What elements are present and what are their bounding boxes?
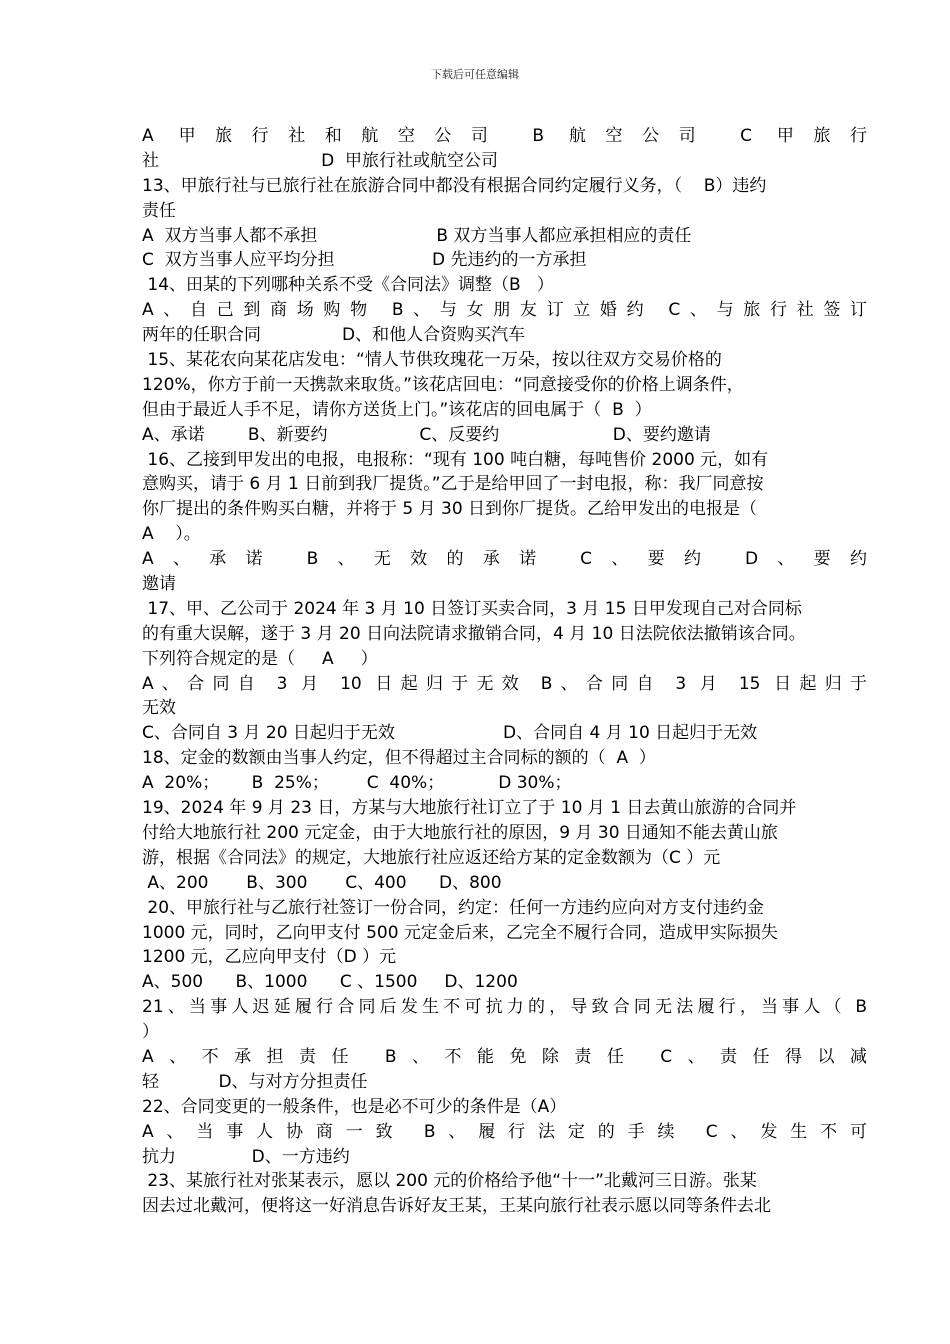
text-line: 两年的任职合同 D、和他人合资购买汽车 (142, 325, 526, 346)
text-line: 120%，你方于前一天携款来取货。”该花店回电：“同意接受你的价格上调条件， (142, 374, 744, 395)
text-line: ） (142, 1022, 159, 1043)
text-line: 22、合同变更的一般条件，也是必不可少的条件是（A） (142, 1096, 567, 1117)
text-line: 无效 (142, 698, 176, 719)
text-line: 意购买，请于 6 月 1 日前到我厂提货。”乙于是给甲回了一封电报，称：我厂同意按 (142, 474, 764, 495)
text-line: 轻 D、与对方分担责任 (142, 1071, 368, 1092)
text-line: 13、甲旅行社与已旅行社在旅游合同中都没有根据合同约定履行义务，（ B）违约 (142, 175, 767, 196)
text-line: 17、甲、乙公司于 2024 年 3 月 10 日签订买卖合同，3 月 15 日甲发现自己对合同标 (142, 598, 802, 619)
text-line: 付给大地旅行社 200 元定金，由于大地旅行社的原因，9 月 30 日通知不能去黄山旅 (142, 822, 778, 843)
text-line: 社 D 甲旅行社或航空公司 (142, 150, 499, 171)
text-line: 因去过北戴河，便将这一好消息告诉好友王某，王某向旅行社表示愿以同等条件去北 (142, 1196, 771, 1217)
text-line: 你厂提出的条件购买白糖，并将于 5 月 30 日到你厂提货。乙给甲发出的电报是（ (142, 499, 758, 520)
text-line: A 双方当事人都不承担 B 双方当事人都应承担相应的责任 (142, 225, 692, 246)
text-line: 14、田某的下列哪种关系不受《合同法》调整（B ） (142, 275, 554, 296)
text-line: A、200 B、300 C、400 D、800 (142, 872, 502, 893)
text-line: A、500 B、1000 C 、1500 D、1200 (142, 972, 518, 993)
text-line: 15、某花农向某花店发电：“情人节供玫瑰花一万朵，按以往双方交易价格的 (142, 350, 722, 371)
text-line: A、承诺 B、无效的承诺 C、要约 D、要约 (142, 549, 867, 570)
text-line: A、不承担责任 B、不能免除责任 C、责任得以减 (142, 1046, 867, 1067)
text-line: 1000 元，同时，乙向甲支付 500 元定金后来，乙完全不履行合同，造成甲实际损失 (142, 922, 778, 943)
text-line: A、自己到商场购物 B、与女朋友订立婚约 C、与旅行社签订 (142, 300, 867, 321)
text-line: 21、当事人迟延履行合同后发生不可抗力的，导致合同无法履行，当事人（ B (142, 997, 867, 1018)
text-line: 16、乙接到甲发出的电报，电报称：“现有 100 吨白糖，每吨售价 2000 元，如有 (142, 449, 769, 470)
text-line: A、承诺 B、新要约 C、反要约 D、要约邀请 (142, 424, 711, 445)
text-line: A、合同自 3 月 10 日起归于无效 B、合同自 3 月 15 日起归于 (142, 673, 867, 694)
text-line: 的有重大误解，遂于 3 月 20 日向法院请求撤销合同，4 月 10 日法院依法撤销该合同。 (142, 623, 806, 644)
text-line: 但由于最近人手不足，请你方送货上门。”该花店的回电属于（ B ） (142, 399, 652, 420)
text-line: 1200 元，乙应向甲支付（D ）元 (142, 947, 397, 968)
text-line: 23、某旅行社对张某表示，愿以 200 元的价格给予他“十一”北戴河三日游。张某 (142, 1171, 757, 1192)
text-line: C、合同自 3 月 20 日起归于无效 D、合同自 4 月 10 日起归于无效 (142, 723, 758, 744)
text-line: 20、甲旅行社与乙旅行社签订一份合同，约定：任何一方违约应向对方支付违约金 (142, 897, 765, 918)
text-line: C 双方当事人应平均分担 D 先违约的一方承担 (142, 250, 587, 271)
document-body (142, 124, 867, 1219)
text-line: 18、定金的数额由当事人约定，但不得超过主合同标的额的（ A ） (142, 748, 656, 769)
text-line: A ）。 (142, 524, 201, 545)
page-header: 下载后可任意编辑 (431, 68, 519, 81)
text-line: A、当事人协商一致 B、履行法定的手续 C、发生不可 (142, 1121, 867, 1142)
text-line: 责任 (142, 200, 176, 221)
text-line: 邀请 (142, 574, 176, 595)
text-line: 19、2024 年 9 月 23 日，方某与大地旅行社订立了于 10 月 1 日去黄山旅游的合同并 (142, 798, 797, 819)
text-line: 游，根据《合同法》的规定，大地旅行社应返还给方某的定金数额为（C ）元 (142, 847, 721, 868)
text-line: 下列符合规定的是（ A ） (142, 648, 378, 669)
text-line: 抗力 D、一方违约 (142, 1146, 350, 1167)
text-line: A 20%； B 25%； C 40%； D 30%； (142, 773, 572, 794)
text-line: A 甲旅行社和航空公司 B 航空公司 C 甲旅行 (142, 126, 867, 146)
